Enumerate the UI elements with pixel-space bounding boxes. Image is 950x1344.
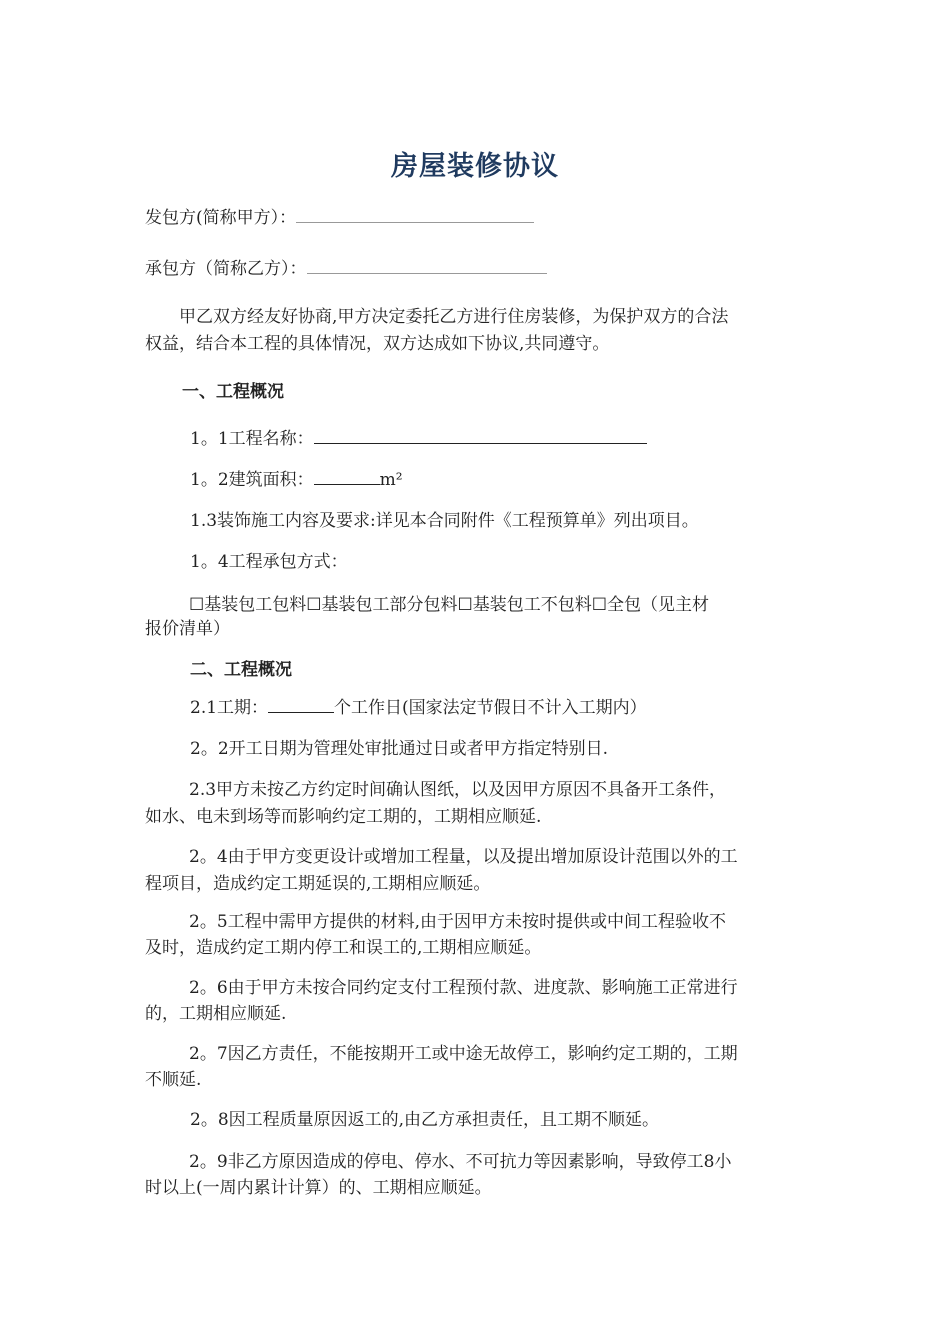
item-2-6-line-1: 2。6由于甲方未按合同约定支付工程预付款、进度款、影响施工正常进行 — [189, 978, 738, 998]
item-2-5-line-1: 2。5工程中需甲方提供的材料,由于因甲方未按时提供或中间工程验收不 — [189, 912, 727, 932]
item-1-2-label: 1。2建筑面积： — [190, 470, 314, 490]
item-2-6-line-2: 的，工期相应顺延. — [145, 1004, 287, 1024]
document-title: 房屋装修协议 — [391, 151, 559, 182]
options-line-2: 报价清单） — [145, 619, 230, 639]
intro-line-2: 权益，结合本工程的具体情况，双方达成如下协议,共同遵守。 — [145, 334, 610, 354]
item-2-9-line-2: 时以上(一周内累计计算）的、工期相应顺延。 — [145, 1178, 492, 1198]
party-b-label: 承包方（简称乙方）： — [145, 259, 307, 279]
intro-line-1: 甲乙双方经友好协商,甲方决定委托乙方进行住房装修，为保护双方的合法 — [179, 307, 729, 327]
item-1-3: 1.3装饰施工内容及要求:详见本合同附件《工程预算单》列出项目。 — [190, 511, 699, 531]
item-1-1-label: 1。1工程名称： — [190, 429, 314, 449]
section1-heading: 一、工程概况 — [182, 382, 284, 402]
item-2-5-line-2: 及时，造成约定工期内停工和误工的,工期相应顺延。 — [145, 938, 542, 958]
party-b-line — [145, 255, 810, 283]
item-1-1 — [190, 425, 810, 453]
item-2-3-line-1: 2.3甲方未按乙方约定时间确认图纸，以及因甲方原因不具备开工条件， — [189, 780, 727, 800]
item-2-3-line-2: 如水、电未到场等而影响约定工期的，工期相应顺延. — [145, 807, 542, 827]
item-2-1 — [190, 694, 810, 722]
item-2-9-line-1: 2。9非乙方原因造成的停电、停水、不可抗力等因素影响，导致停工8小 — [189, 1152, 732, 1172]
item-2-1-label: 2.1工期： — [190, 698, 269, 718]
work-days-blank[interactable] — [268, 694, 334, 713]
item-2-4-line-1: 2。4由于甲方变更设计或增加工程量，以及提出增加原设计范围以外的工 — [189, 847, 738, 867]
party-a-label: 发包方(简称甲方）： — [145, 208, 297, 228]
item-2-8: 2。8因工程质量原因返工的,由乙方承担责任，且工期不顺延。 — [190, 1110, 660, 1130]
options-line-1: ☐基装包工包料☐基装包工部分包料☐基装包工不包料☐全包（见主材 — [189, 595, 709, 615]
area-unit: m² — [379, 470, 403, 490]
item-2-7-line-1: 2。7因乙方责任，不能按期开工或中途无故停工，影响约定工期的，工期 — [189, 1044, 738, 1064]
section2-heading: 二、工程概况 — [190, 660, 292, 680]
project-name-blank[interactable] — [314, 425, 647, 444]
item-1-2 — [190, 466, 810, 494]
item-2-2: 2。2开工日期为管理处审批通过日或者甲方指定特别日. — [190, 739, 609, 759]
item-2-1-suffix: 个工作日(国家法定节假日不计入工期内） — [334, 698, 647, 718]
area-blank[interactable] — [314, 466, 380, 485]
item-2-4-line-2: 程项目，造成约定工期延误的,工期相应顺延。 — [145, 874, 491, 894]
party-b-blank[interactable] — [307, 255, 547, 274]
item-2-7-line-2: 不顺延. — [145, 1070, 202, 1090]
item-1-4: 1。4工程承包方式： — [190, 552, 348, 572]
party-a-line — [145, 204, 810, 232]
party-a-blank[interactable] — [296, 204, 534, 223]
